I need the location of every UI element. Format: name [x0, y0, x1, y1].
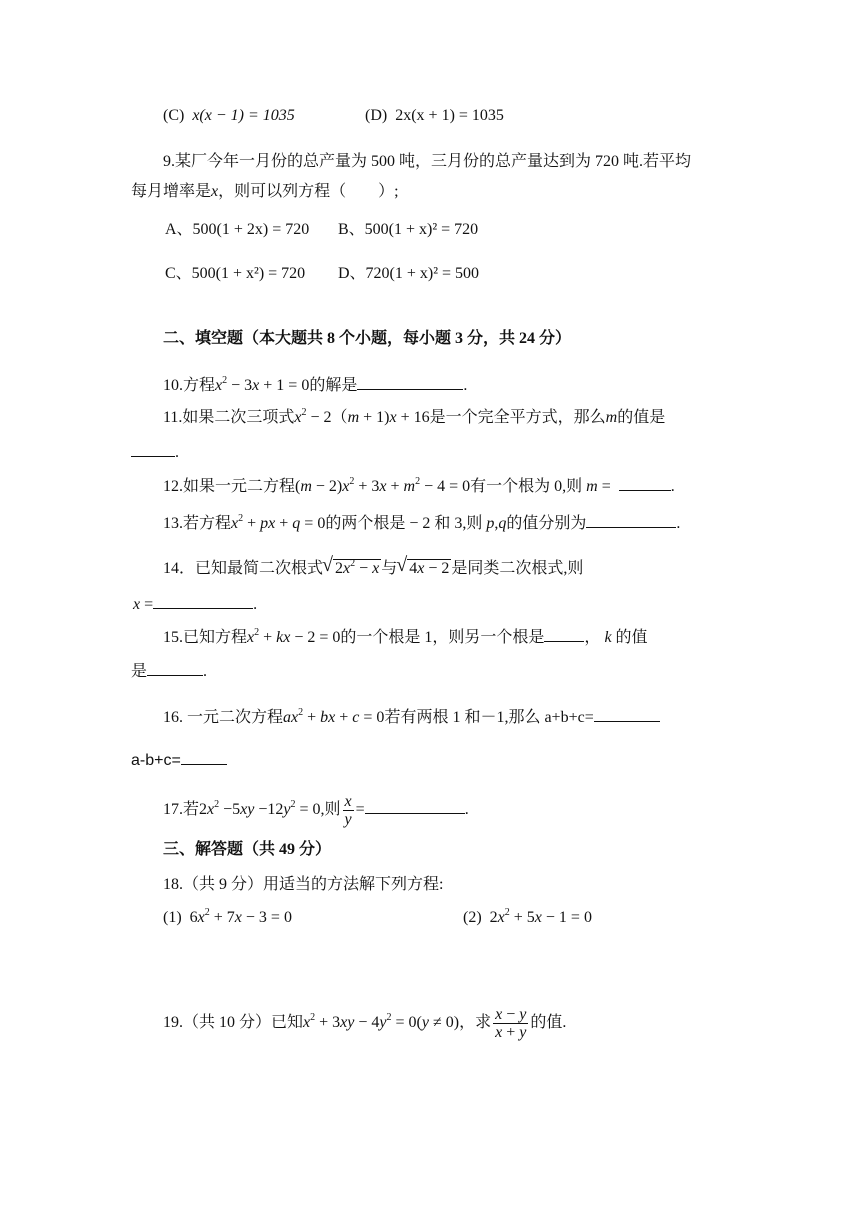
q10: 10.方程$x^2 - 3x + 1 = 0$的解是 . [163, 375, 468, 394]
q13-blank[interactable] [586, 511, 676, 528]
q14-prefix: 14．已知最简二次根式 [163, 560, 324, 577]
q15-suffix: 的值 [615, 629, 648, 646]
q8-option-d [365, 105, 504, 127]
q16-blank1[interactable] [594, 705, 660, 722]
q15-middle2: ， [584, 629, 601, 646]
q18-part2: (2) $2x^2 + 5x - 1 = 0$ [463, 907, 592, 926]
section2-heading: 二、填空题（本大题共 8 个小题，每小题 3 分，共 24 分） [163, 330, 572, 347]
q16: 16. 一元二次方程$ax^2$ + bx + c = 0若有两根 1 和－1,那么 a+b+c= [163, 705, 660, 729]
q12-middle: 有一个根为 0,则 [470, 478, 583, 495]
q9-option-b: B、500(1 + x)² = 720 [338, 221, 479, 238]
q19-middle: ，求 [459, 1014, 492, 1031]
q17-middle: ,则 [320, 801, 341, 819]
q9-line2-b: ，则可以列方程（ ）; [218, 183, 399, 200]
q18-part2-label: (2) [463, 909, 482, 926]
q15-middle: 的一个根是 1，则另一个根是 [340, 629, 545, 646]
q11: 11.如果二次三项式$x^2 - 2(m + 1)x + 16$是一个完全平方式，那么m的值是 [163, 407, 666, 426]
q16-blank2[interactable] [181, 748, 227, 765]
q18-title: 18.（共 9 分）用适当的方法解下列方程: [163, 876, 444, 893]
q17-blank[interactable] [365, 797, 465, 814]
q13: 13.若方程$x^2$ + px + q = 0的两个根是 − 2 和 3,则 p,q的值分别为 . [163, 513, 681, 532]
q11-prefix: 11.如果二次三项式 [163, 409, 295, 426]
q9-line2-a: 每月增率是 [131, 183, 212, 200]
q17: 17.若$2x^2 -5xy -12y^2 = 0$,则 $\frac{x}{y}$ = . [163, 793, 469, 828]
q8-option-d-expr: 2x(x + 1) = 1035 [395, 107, 504, 124]
q12-prefix: 12.如果一元二方程( [163, 478, 301, 495]
q11-suffix: 的值是 [617, 409, 666, 426]
q10-suffix: 的解是 [309, 377, 358, 394]
q11-blank[interactable] [131, 440, 175, 457]
q19: 19.（共 10 分）已知$x^2 + 3xy - 4y^2 = 0(y \ne 0)$，求 $\frac{x - y}{x + y}$ 的值. [163, 1005, 567, 1041]
q13-middle: 的两个根是 − 2 和 3,则 [325, 515, 483, 532]
q14-radical2: √ 4x − 2 [407, 559, 451, 578]
section3-heading: 三、解答题（共 49 分） [163, 841, 332, 858]
q17-prefix: 17.若 [163, 801, 200, 819]
q18-part1-label: (1) [163, 909, 182, 926]
q15-prefix: 15.已知方程 [163, 629, 248, 646]
q12-blank[interactable] [619, 474, 671, 491]
q14 [163, 558, 583, 580]
q19-suffix: 的值. [530, 1014, 567, 1031]
q8-option-d-label: (D) [365, 107, 388, 124]
q18-part1: (1) $6x^2 + 7x - 3 = 0$ [163, 907, 292, 926]
q15-blank2[interactable] [147, 659, 203, 676]
q9-line1: 9.某厂今年一月份的总产量为 500 吨，三月份的总产量达到为 720 吨.若平均 [163, 153, 692, 170]
q9-line2 [131, 181, 399, 203]
q14-radical1: √ $2x^2 - x$ [333, 559, 381, 578]
q15: 15.已知方程$x^2$ + kx − 2 = 0的一个根是 1，则另一个根是 ， k 的值 [163, 627, 648, 646]
q15-blank1[interactable] [544, 625, 584, 642]
q10-blank[interactable] [357, 373, 463, 390]
q16-prefix: 16. 一元二次方程 [163, 709, 284, 726]
q16-middle: 若有两根 1 和－1,那么 a+b+c= [384, 709, 594, 726]
q14-blank[interactable] [153, 592, 253, 609]
q9-option-a: A、500(1 + 2x) = 720 [165, 221, 310, 238]
q15-line2: 是 . [131, 659, 207, 683]
q8-option-c [163, 105, 295, 127]
q16-line2-text: a-b+c= [131, 752, 181, 769]
q13-prefix: 13.若方程 [163, 515, 232, 532]
q11-line2: . [131, 440, 179, 464]
q13-suffix: 的值分别为 [506, 515, 587, 532]
q14-middle: 与 [381, 560, 398, 577]
q19-prefix: 19.（共 10 分）已知 [163, 1014, 304, 1031]
q14-suffix: 是同类二次根式,则 [451, 560, 584, 577]
q16-line2 [131, 748, 227, 772]
q10-prefix: 10.方程 [163, 377, 216, 394]
q19-fraction: $\frac{x - y}{x + y}$ [495, 1005, 527, 1041]
q12: 12.如果一元二方程$(m - 2)x^2 + 3x + m^2 - 4 = 0$有一个根为 0,则 m = . [163, 476, 675, 495]
q9-option-d: D、720(1 + x)² = 500 [338, 265, 480, 282]
q9-option-c: C、500(1 + x²) = 720 [165, 265, 306, 282]
q9-var: x [211, 183, 219, 200]
q8-option-c-label: (C) [163, 107, 185, 124]
q11-middle: 是一个完全平方式，那么 [429, 409, 606, 426]
q8-option-c-expr: x(x − 1) = 1035 [192, 107, 295, 124]
q14-line2: x = . [133, 592, 257, 616]
q15-line2-text: 是 [131, 663, 148, 680]
q17-fraction: $\frac{x}{y}$ [344, 793, 352, 828]
